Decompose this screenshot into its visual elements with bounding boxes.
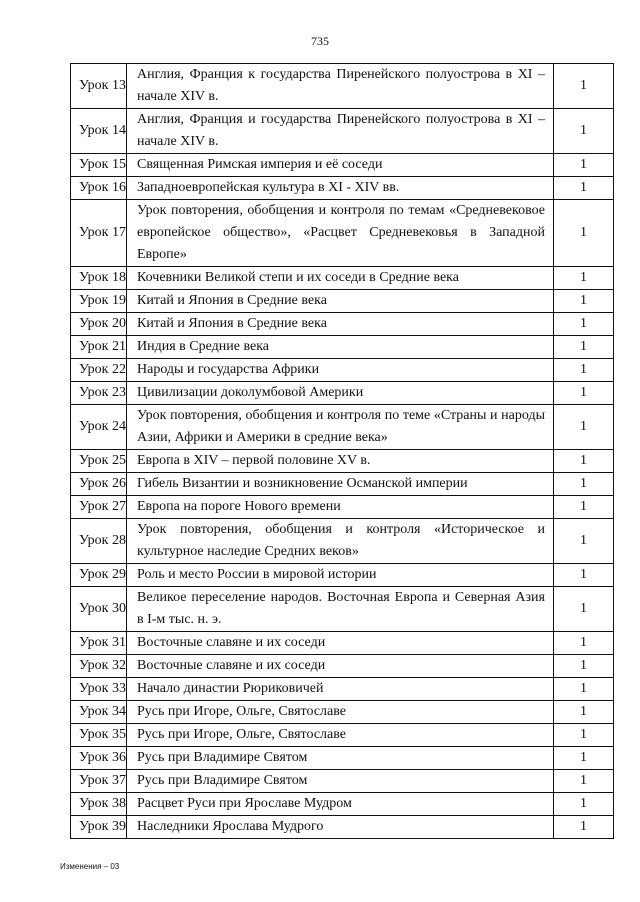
footer-revision: Изменения – 03: [60, 862, 120, 871]
lesson-topic-cell: Англия, Франция к государства Пиренейского полуострова в XI – начале XIV в.: [127, 64, 554, 109]
lesson-number-cell: Урок 19: [71, 290, 127, 313]
lesson-topic-cell: Западноевропейская культура в XI - XIV вв.: [127, 177, 554, 200]
lesson-number-cell: Урок 13: [71, 64, 127, 109]
lesson-topic-cell: Русь при Владимире Святом: [127, 770, 554, 793]
lesson-number-cell: Урок 29: [71, 564, 127, 587]
lesson-topic-cell: Наследники Ярослава Мудрого: [127, 816, 554, 839]
table-row: [71, 587, 614, 632]
lesson-hours-cell: 1: [554, 290, 614, 313]
lesson-hours-cell: 1: [554, 473, 614, 496]
lesson-topic-cell: Урок повторения, обобщения и контроля по теме «Страны и народы Азии, Африки и Америки в средние века»: [127, 405, 554, 450]
lesson-hours-cell: 1: [554, 793, 614, 816]
lesson-hours-cell: 1: [554, 564, 614, 587]
lesson-number-cell: Урок 17: [71, 200, 127, 267]
table-row: [71, 564, 614, 587]
lesson-hours-cell: 1: [554, 154, 614, 177]
lesson-topic-cell: Индия в Средние века: [127, 336, 554, 359]
table-row: [71, 701, 614, 724]
lesson-hours-cell: 1: [554, 450, 614, 473]
table-row: [71, 382, 614, 405]
table-row: [71, 632, 614, 655]
lesson-number-cell: Урок 15: [71, 154, 127, 177]
lesson-number-cell: Урок 30: [71, 587, 127, 632]
table-row: [71, 816, 614, 839]
lesson-topic-cell: Начало династии Рюриковичей: [127, 678, 554, 701]
table-row: [71, 290, 614, 313]
lesson-hours-cell: 1: [554, 109, 614, 154]
lesson-topic-cell: Русь при Игоре, Ольге, Святославе: [127, 701, 554, 724]
lesson-hours-cell: 1: [554, 336, 614, 359]
lesson-number-cell: Урок 31: [71, 632, 127, 655]
lesson-hours-cell: 1: [554, 200, 614, 267]
table-row: [71, 154, 614, 177]
table-row: [71, 450, 614, 473]
lesson-hours-cell: 1: [554, 313, 614, 336]
lesson-number-cell: Урок 34: [71, 701, 127, 724]
lesson-number-cell: Урок 24: [71, 405, 127, 450]
lesson-number-cell: Урок 25: [71, 450, 127, 473]
lesson-table: [70, 63, 614, 839]
lesson-topic-cell: Европа в XIV – первой половине XV в.: [127, 450, 554, 473]
lesson-topic-cell: Китай и Япония в Средние века: [127, 290, 554, 313]
lesson-number-cell: Урок 23: [71, 382, 127, 405]
lesson-topic-cell: Народы и государства Африки: [127, 359, 554, 382]
lesson-topic-cell: Урок повторения, обобщения и контроля «Историческое и культурное наследие Средних веков»: [127, 519, 554, 564]
table-row: [71, 64, 614, 109]
lesson-hours-cell: 1: [554, 655, 614, 678]
table-row: [71, 724, 614, 747]
table-row: [71, 109, 614, 154]
lesson-topic-cell: Русь при Владимире Святом: [127, 747, 554, 770]
lesson-topic-cell: Англия, Франция и государства Пиренейского полуострова в XI – начале XIV в.: [127, 109, 554, 154]
lesson-topic-cell: Расцвет Руси при Ярославе Мудром: [127, 793, 554, 816]
lesson-hours-cell: 1: [554, 64, 614, 109]
lesson-topic-cell: Русь при Игоре, Ольге, Святославе: [127, 724, 554, 747]
table-row: [71, 519, 614, 564]
lesson-hours-cell: 1: [554, 770, 614, 793]
lesson-number-cell: Урок 26: [71, 473, 127, 496]
lesson-number-cell: Урок 27: [71, 496, 127, 519]
lesson-number-cell: Урок 39: [71, 816, 127, 839]
lesson-hours-cell: 1: [554, 747, 614, 770]
lesson-hours-cell: 1: [554, 701, 614, 724]
table-row: [71, 267, 614, 290]
table-row: [71, 200, 614, 267]
table-row: [71, 678, 614, 701]
lesson-number-cell: Урок 20: [71, 313, 127, 336]
table-row: [71, 313, 614, 336]
lesson-topic-cell: Великое переселение народов. Восточная Европа и Северная Азия в I-м тыс. н. э.: [127, 587, 554, 632]
lesson-topic-cell: Цивилизации доколумбовой Америки: [127, 382, 554, 405]
lesson-number-cell: Урок 21: [71, 336, 127, 359]
table-row: [71, 655, 614, 678]
lesson-topic-cell: Восточные славяне и их соседи: [127, 632, 554, 655]
table-row: [71, 496, 614, 519]
page-number: 735: [311, 34, 329, 48]
table-row: [71, 473, 614, 496]
lesson-topic-cell: Кочевники Великой степи и их соседи в Средние века: [127, 267, 554, 290]
lesson-topic-cell: Роль и место России в мировой истории: [127, 564, 554, 587]
lesson-hours-cell: 1: [554, 519, 614, 564]
lesson-hours-cell: 1: [554, 632, 614, 655]
table-row: [71, 177, 614, 200]
lesson-number-cell: Урок 36: [71, 747, 127, 770]
lesson-table-body: [71, 64, 614, 839]
lesson-topic-cell: Урок повторения, обобщения и контроля по темам «Средневековое европейское общество», «Расцвет Средневековья в Западной Европе»: [127, 200, 554, 267]
lesson-number-cell: Урок 32: [71, 655, 127, 678]
lesson-hours-cell: 1: [554, 359, 614, 382]
table-row: [71, 359, 614, 382]
lesson-number-cell: Урок 37: [71, 770, 127, 793]
lesson-number-cell: Урок 14: [71, 109, 127, 154]
table-row: [71, 770, 614, 793]
lesson-topic-cell: Священная Римская империя и её соседи: [127, 154, 554, 177]
lesson-topic-cell: Восточные славяне и их соседи: [127, 655, 554, 678]
table-row: [71, 336, 614, 359]
lesson-topic-cell: Европа на пороге Нового времени: [127, 496, 554, 519]
lesson-hours-cell: 1: [554, 587, 614, 632]
lesson-number-cell: Урок 33: [71, 678, 127, 701]
lesson-number-cell: Урок 38: [71, 793, 127, 816]
lesson-number-cell: Урок 28: [71, 519, 127, 564]
table-row: [71, 405, 614, 450]
lesson-number-cell: Урок 22: [71, 359, 127, 382]
lesson-hours-cell: 1: [554, 177, 614, 200]
lesson-number-cell: Урок 16: [71, 177, 127, 200]
table-row: [71, 793, 614, 816]
lesson-hours-cell: 1: [554, 678, 614, 701]
lesson-hours-cell: 1: [554, 816, 614, 839]
lesson-number-cell: Урок 18: [71, 267, 127, 290]
lesson-hours-cell: 1: [554, 724, 614, 747]
table-row: [71, 747, 614, 770]
lesson-hours-cell: 1: [554, 405, 614, 450]
lesson-hours-cell: 1: [554, 382, 614, 405]
lesson-topic-cell: Гибель Византии и возникновение Османской империи: [127, 473, 554, 496]
lesson-hours-cell: 1: [554, 496, 614, 519]
lesson-hours-cell: 1: [554, 267, 614, 290]
lesson-topic-cell: Китай и Япония в Средние века: [127, 313, 554, 336]
lesson-number-cell: Урок 35: [71, 724, 127, 747]
